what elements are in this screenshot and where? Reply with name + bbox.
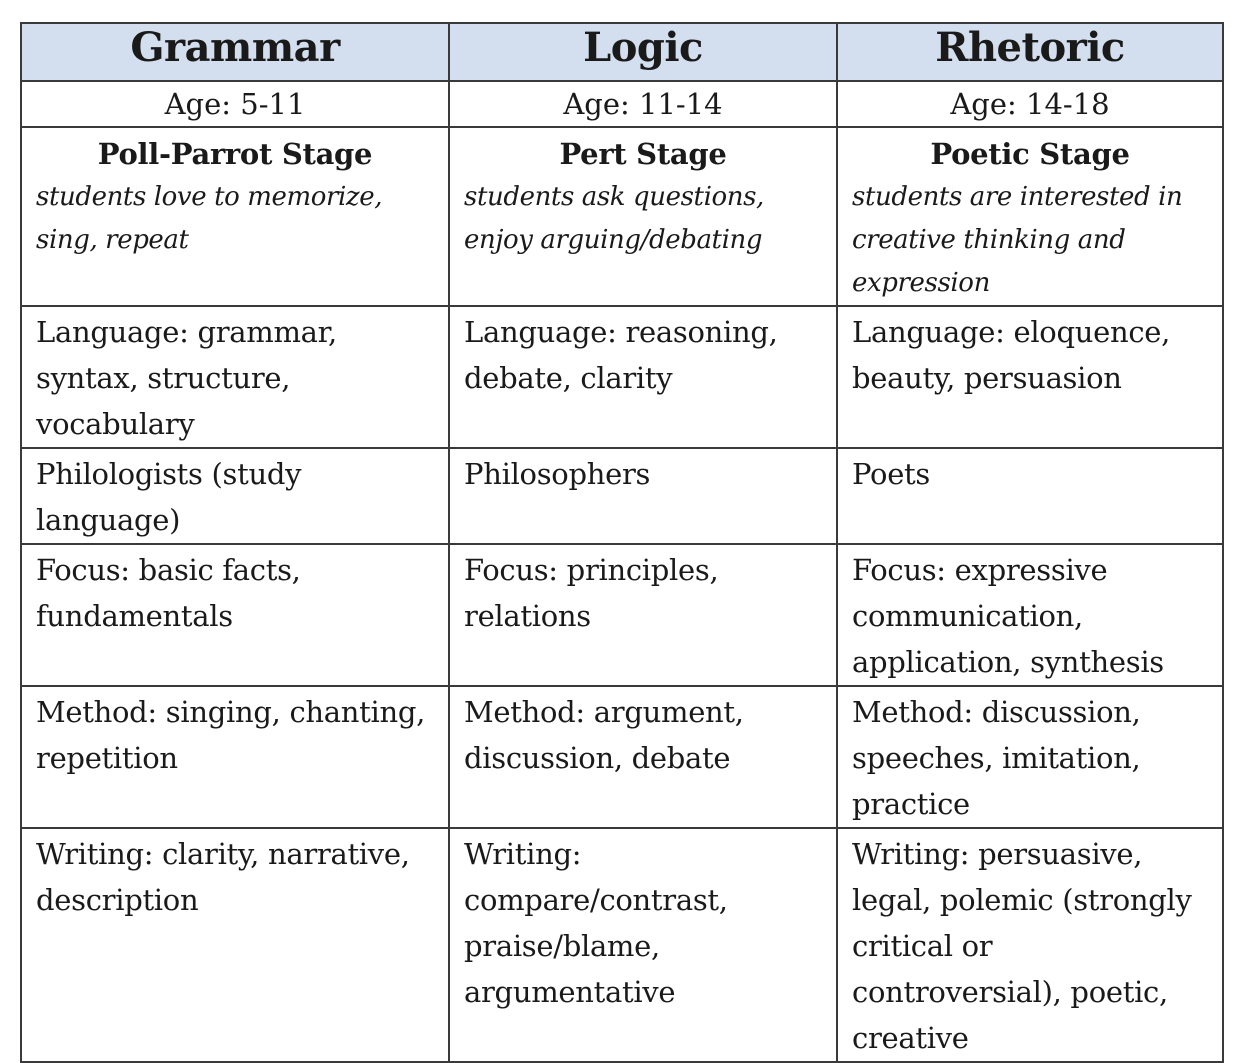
header-row <box>21 23 1223 81</box>
focus-rhetoric: Focus: expressive communication, application, synthesis <box>837 544 1223 686</box>
focus-row <box>21 544 1223 686</box>
language-logic: Language: reasoning, debate, clarity <box>449 306 837 448</box>
profession-logic: Philosophers <box>449 448 837 544</box>
age-rhetoric: Age: 14-18 <box>837 81 1223 127</box>
header-grammar: Grammar <box>21 23 449 81</box>
language-row <box>21 306 1223 448</box>
writing-grammar: Writing: clarity, narrative, description <box>21 828 449 1062</box>
focus-grammar: Focus: basic facts, fundamentals <box>21 544 449 686</box>
stage-cell-grammar <box>21 127 449 306</box>
trivium-stages-table <box>20 22 1224 1063</box>
method-logic: Method: argument, discussion, debate <box>449 686 837 828</box>
language-rhetoric: Language: eloquence, beauty, persuasion <box>837 306 1223 448</box>
age-grammar: Age: 5-11 <box>21 81 449 127</box>
profession-grammar: Philologists (study language) <box>21 448 449 544</box>
stage-name: Poetic Stage <box>930 137 1130 171</box>
stage-row <box>21 127 1223 306</box>
stage-description: students are interested in creative thinking and expression <box>852 182 1183 298</box>
header-logic: Logic <box>449 23 837 81</box>
method-row <box>21 686 1223 828</box>
stage-cell-rhetoric <box>837 127 1223 306</box>
method-grammar: Method: singing, chanting, repetition <box>21 686 449 828</box>
focus-logic: Focus: principles, relations <box>449 544 837 686</box>
header-rhetoric: Rhetoric <box>837 23 1223 81</box>
profession-row <box>21 448 1223 544</box>
writing-logic: Writing: compare/contrast, praise/blame, argumentative <box>449 828 837 1062</box>
stage-description: students love to memorize, sing, repeat <box>36 182 383 255</box>
stage-description: students ask questions, enjoy arguing/debating <box>464 182 764 255</box>
stage-name: Poll-Parrot Stage <box>97 137 373 171</box>
language-grammar: Language: grammar, syntax, structure, vocabulary <box>21 306 449 448</box>
stage-cell-logic <box>449 127 837 306</box>
age-row <box>21 81 1223 127</box>
age-logic: Age: 11-14 <box>449 81 837 127</box>
writing-row <box>21 828 1223 1062</box>
writing-rhetoric: Writing: persuasive, legal, polemic (strongly critical or controversial), poetic, creative <box>837 828 1223 1062</box>
profession-rhetoric: Poets <box>837 448 1223 544</box>
method-rhetoric: Method: discussion, speeches, imitation, practice <box>837 686 1223 828</box>
stage-name: Pert Stage <box>559 137 727 171</box>
